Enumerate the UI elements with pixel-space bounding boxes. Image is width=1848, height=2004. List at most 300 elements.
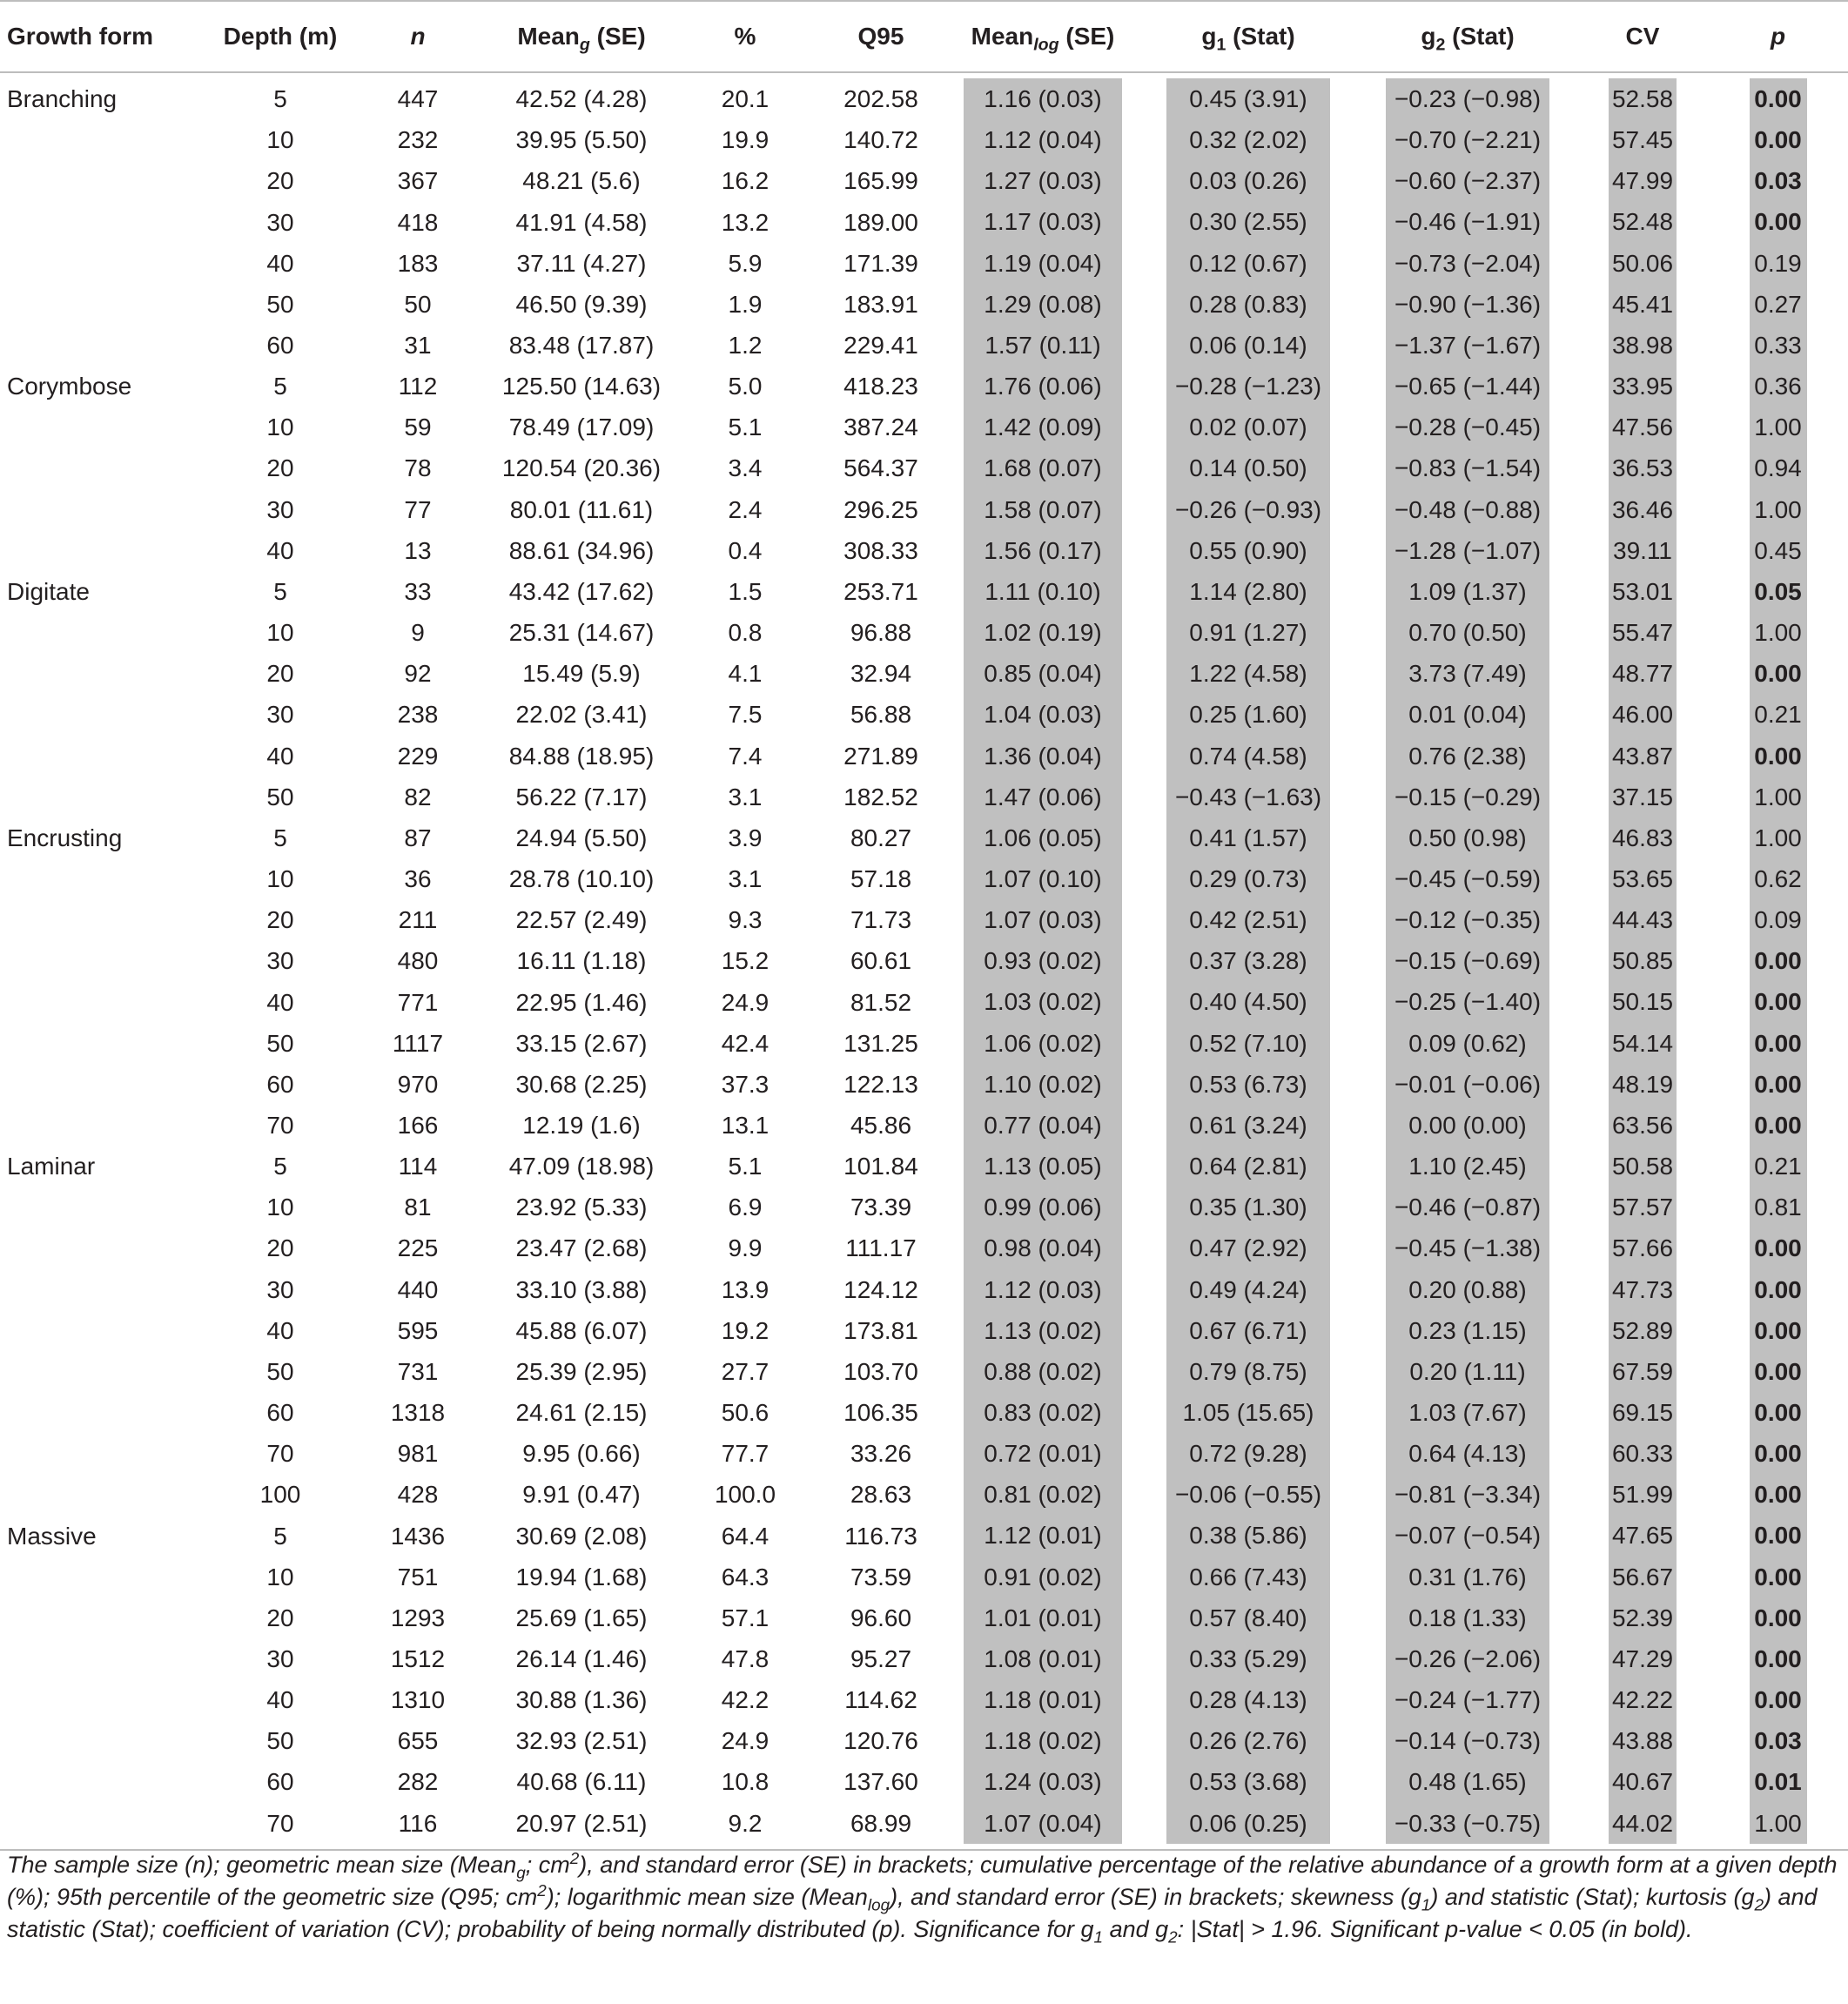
g1-cell-value: 0.06 (0.25) <box>1166 1803 1330 1844</box>
n-cell: 238 <box>397 701 439 729</box>
g1-cell <box>1139 1761 1358 1802</box>
header-g2 <box>1358 1 1577 72</box>
g1-cell <box>1139 1679 1358 1720</box>
g1-cell <box>1139 1720 1358 1761</box>
footnote-t5: ), and standard error (SE) in brackets; skewness (g <box>890 1884 1421 1910</box>
mean-log-cell-value: 1.27 (0.03) <box>964 160 1122 201</box>
g1-cell <box>1139 1023 1358 1064</box>
mean-log-cell <box>947 1146 1139 1187</box>
cv-cell-value: 69.15 <box>1609 1392 1677 1433</box>
mean-g-cell: 45.88 (6.07) <box>515 1316 648 1344</box>
n-cell: 367 <box>397 167 439 195</box>
g2-cell-value: 0.70 (0.50) <box>1386 612 1549 653</box>
percent-cell: 0.4 <box>728 536 763 564</box>
mean-log-cell-value: 1.56 (0.17) <box>964 530 1122 571</box>
p-cell-value: 0.00 <box>1750 119 1807 160</box>
p-cell <box>1708 1269 1848 1310</box>
cv-cell <box>1577 1433 1708 1474</box>
g2-cell-value: −0.15 (−0.69) <box>1386 940 1549 981</box>
p-cell-value: 1.00 <box>1750 407 1807 447</box>
cv-cell <box>1577 1269 1708 1310</box>
g2-cell <box>1358 694 1577 735</box>
p-cell <box>1708 72 1848 119</box>
g2-cell-value: −0.81 (−3.34) <box>1386 1474 1549 1515</box>
g1-cell-value: 0.55 (0.90) <box>1166 530 1330 571</box>
percent-cell: 5.9 <box>728 249 763 277</box>
cv-cell-value: 57.45 <box>1609 119 1677 160</box>
mean-g-cell: 15.49 (5.9) <box>522 660 641 688</box>
mean-log-cell <box>947 1720 1139 1761</box>
p-cell <box>1708 1597 1848 1638</box>
n-cell: 166 <box>397 1111 439 1139</box>
n-cell: 428 <box>397 1481 439 1509</box>
mean-g-cell: 24.61 (2.15) <box>515 1399 648 1427</box>
growth-form-cell <box>0 1638 212 1679</box>
p-cell-value: 0.00 <box>1750 1351 1807 1392</box>
footnote-t2-sup: 2 <box>569 1850 580 1868</box>
q95-cell: 57.18 <box>850 865 912 893</box>
g2-cell-value: −0.25 (−1.40) <box>1386 981 1549 1022</box>
mean-log-cell-value: 1.16 (0.03) <box>964 78 1122 119</box>
table-row <box>0 899 1848 940</box>
g2-cell <box>1358 736 1577 777</box>
p-cell <box>1708 1803 1848 1850</box>
mean-log-cell <box>947 981 1139 1022</box>
p-cell-value: 0.05 <box>1750 571 1807 612</box>
g1-cell-value: −0.26 (−0.93) <box>1166 489 1330 530</box>
depth-cell: 40 <box>266 1316 294 1344</box>
footnote-t1: The sample size (n); geometric mean size (Mean <box>7 1852 517 1878</box>
g2-cell-value: 0.00 (0.00) <box>1386 1105 1549 1146</box>
mean-log-cell-value: 1.36 (0.04) <box>964 736 1122 777</box>
q95-cell: 229.41 <box>843 332 918 360</box>
p-cell-value: 0.00 <box>1750 1310 1807 1351</box>
n-cell: 82 <box>404 783 432 810</box>
depth-cell: 20 <box>266 167 294 195</box>
percent-cell: 3.9 <box>728 824 763 851</box>
cv-cell-value: 50.15 <box>1609 981 1677 1022</box>
growth-form-cell <box>0 119 212 160</box>
g2-cell-value: 1.09 (1.37) <box>1386 571 1549 612</box>
table-row <box>0 817 1848 858</box>
cv-cell-value: 57.57 <box>1609 1187 1677 1227</box>
g2-cell-value: 0.01 (0.04) <box>1386 694 1549 735</box>
mean-log-cell <box>947 1433 1139 1474</box>
cv-cell <box>1577 119 1708 160</box>
p-cell <box>1708 201 1848 242</box>
header-mean-log-sub: log <box>1033 35 1059 55</box>
cv-cell <box>1577 407 1708 447</box>
cv-cell-value: 38.98 <box>1609 325 1677 366</box>
footnote-t4-sub: log <box>867 1896 890 1915</box>
mean-log-cell <box>947 407 1139 447</box>
cv-cell-value: 33.95 <box>1609 366 1677 407</box>
percent-cell: 6.9 <box>728 1194 763 1221</box>
percent-cell: 13.2 <box>721 208 769 236</box>
table-row <box>0 1679 1848 1720</box>
n-cell: 595 <box>397 1316 439 1344</box>
cv-cell <box>1577 899 1708 940</box>
mean-log-cell <box>947 1638 1139 1679</box>
percent-cell: 1.5 <box>728 577 763 605</box>
mean-g-cell: 33.15 (2.67) <box>515 1029 648 1057</box>
p-cell <box>1708 160 1848 201</box>
n-cell: 447 <box>397 85 439 113</box>
p-cell <box>1708 736 1848 777</box>
n-cell: 59 <box>404 414 432 441</box>
g1-cell-value: 0.64 (2.81) <box>1166 1146 1330 1187</box>
table-row <box>0 1474 1848 1515</box>
growth-form-cell: Branching <box>7 85 118 113</box>
percent-cell: 20.1 <box>721 85 769 113</box>
g1-cell-value: 0.38 (5.86) <box>1166 1515 1330 1556</box>
table-body <box>0 72 1848 1850</box>
g2-cell-value: −0.65 (−1.44) <box>1386 366 1549 407</box>
p-cell <box>1708 407 1848 447</box>
p-cell-value: 0.00 <box>1750 1433 1807 1474</box>
g2-cell-value: 0.09 (0.62) <box>1386 1023 1549 1064</box>
p-cell-value: 0.00 <box>1750 1105 1807 1146</box>
cv-cell-value: 53.65 <box>1609 858 1677 899</box>
header-q95: Q95 <box>815 1 947 72</box>
depth-cell: 60 <box>266 1399 294 1427</box>
g1-cell-value: 0.30 (2.55) <box>1166 201 1330 242</box>
g1-cell-value: 0.42 (2.51) <box>1166 899 1330 940</box>
depth-cell: 50 <box>266 1727 294 1755</box>
p-cell-value: 0.00 <box>1750 1679 1807 1720</box>
g1-cell-value: 0.26 (2.76) <box>1166 1720 1330 1761</box>
q95-cell: 253.71 <box>843 577 918 605</box>
table-row <box>0 940 1848 981</box>
g2-cell <box>1358 243 1577 284</box>
cv-cell-value: 52.48 <box>1609 201 1677 242</box>
cv-cell-value: 47.65 <box>1609 1515 1677 1556</box>
mean-log-cell-value: 1.76 (0.06) <box>964 366 1122 407</box>
g2-cell-value: −0.24 (−1.77) <box>1386 1679 1549 1720</box>
mean-g-cell: 28.78 (10.10) <box>508 865 655 893</box>
table-row <box>0 1597 1848 1638</box>
g2-cell <box>1358 119 1577 160</box>
cv-cell <box>1577 1187 1708 1227</box>
g1-cell <box>1139 284 1358 325</box>
q95-cell: 71.73 <box>850 906 912 934</box>
g2-cell <box>1358 447 1577 488</box>
growth-form-cell: Laminar <box>7 1153 96 1180</box>
table-row <box>0 119 1848 160</box>
cv-cell <box>1577 160 1708 201</box>
p-cell <box>1708 284 1848 325</box>
p-cell-value: 1.00 <box>1750 612 1807 653</box>
mean-g-cell: 25.39 (2.95) <box>515 1357 648 1385</box>
depth-cell: 5 <box>273 373 287 400</box>
header-cv: CV <box>1577 1 1708 72</box>
table-row <box>0 694 1848 735</box>
g1-cell-value: 0.28 (0.83) <box>1166 284 1330 325</box>
mean-log-cell-value: 1.08 (0.01) <box>964 1638 1122 1679</box>
g2-cell-value: 3.73 (7.49) <box>1386 653 1549 694</box>
g2-cell <box>1358 612 1577 653</box>
mean-log-cell-value: 1.18 (0.01) <box>964 1679 1122 1720</box>
g2-cell <box>1358 858 1577 899</box>
cv-cell <box>1577 571 1708 612</box>
depth-cell: 10 <box>266 1194 294 1221</box>
p-cell <box>1708 1557 1848 1597</box>
mean-g-cell: 120.54 (20.36) <box>501 454 662 482</box>
cv-cell <box>1577 1679 1708 1720</box>
p-cell-value: 0.00 <box>1750 1638 1807 1679</box>
depth-cell: 40 <box>266 1686 294 1714</box>
cv-cell <box>1577 1064 1708 1105</box>
depth-cell: 10 <box>266 414 294 441</box>
g2-cell-value: 0.20 (1.11) <box>1386 1351 1549 1392</box>
depth-cell: 60 <box>266 1768 294 1796</box>
g1-cell <box>1139 612 1358 653</box>
q95-cell: 189.00 <box>843 208 918 236</box>
cv-cell <box>1577 1515 1708 1556</box>
q95-cell: 111.17 <box>845 1234 917 1262</box>
table-row <box>0 1227 1848 1268</box>
p-cell <box>1708 489 1848 530</box>
p-cell-value: 0.00 <box>1750 78 1807 119</box>
table-row <box>0 1638 1848 1679</box>
percent-cell: 47.8 <box>721 1645 769 1673</box>
table-row <box>0 201 1848 242</box>
p-cell <box>1708 447 1848 488</box>
depth-cell: 5 <box>273 1153 287 1180</box>
growth-form-cell <box>0 1720 212 1761</box>
q95-cell: 137.60 <box>843 1768 918 1796</box>
table-row <box>0 447 1848 488</box>
mean-log-cell <box>947 1310 1139 1351</box>
p-cell-value: 0.00 <box>1750 1023 1807 1064</box>
mean-log-cell-value: 0.83 (0.02) <box>964 1392 1122 1433</box>
n-cell: 440 <box>397 1275 439 1303</box>
g2-cell-value: −0.48 (−0.88) <box>1386 489 1549 530</box>
g1-cell <box>1139 1474 1358 1515</box>
g2-cell-value: −0.14 (−0.73) <box>1386 1720 1549 1761</box>
growth-form-cell: Digitate <box>7 577 90 605</box>
cv-cell <box>1577 1392 1708 1433</box>
g1-cell <box>1139 243 1358 284</box>
cv-cell-value: 43.87 <box>1609 736 1677 777</box>
g2-cell-value: −0.83 (−1.54) <box>1386 447 1549 488</box>
growth-form-cell <box>0 1392 212 1433</box>
table-row <box>0 1720 1848 1761</box>
growth-form-cell <box>0 1310 212 1351</box>
mean-g-cell: 78.49 (17.09) <box>508 414 655 441</box>
g2-cell-value: −0.23 (−0.98) <box>1386 78 1549 119</box>
q95-cell: 32.94 <box>850 660 912 688</box>
g1-cell <box>1139 1227 1358 1268</box>
g2-cell-value: 0.64 (4.13) <box>1386 1433 1549 1474</box>
g1-cell <box>1139 777 1358 817</box>
mean-g-cell: 30.68 (2.25) <box>515 1070 648 1098</box>
g1-cell <box>1139 653 1358 694</box>
percent-cell: 9.9 <box>728 1234 763 1262</box>
mean-g-cell: 30.69 (2.08) <box>515 1522 648 1550</box>
mean-g-cell: 32.93 (2.51) <box>515 1727 648 1755</box>
g2-cell <box>1358 1351 1577 1392</box>
table-row <box>0 1761 1848 1802</box>
n-cell: 112 <box>398 373 438 400</box>
mean-g-cell: 40.68 (6.11) <box>516 1768 647 1796</box>
g2-cell <box>1358 160 1577 201</box>
g1-cell-value: 1.14 (2.80) <box>1166 571 1330 612</box>
growth-form-cell <box>0 1351 212 1392</box>
growth-form-cell <box>0 653 212 694</box>
cv-cell-value: 43.88 <box>1609 1720 1677 1761</box>
mean-g-cell: 37.11 (4.27) <box>516 249 647 277</box>
mean-log-cell-value: 1.07 (0.10) <box>964 858 1122 899</box>
g1-cell <box>1139 1557 1358 1597</box>
growth-form-cell <box>0 1597 212 1638</box>
n-cell: 114 <box>398 1153 438 1180</box>
g2-cell <box>1358 1146 1577 1187</box>
q95-cell: 296.25 <box>843 495 918 523</box>
depth-cell: 20 <box>266 906 294 934</box>
mean-g-cell: 43.42 (17.62) <box>508 577 655 605</box>
g1-cell-value: 0.53 (6.73) <box>1166 1064 1330 1105</box>
g2-cell <box>1358 940 1577 981</box>
mean-log-cell-value: 1.06 (0.02) <box>964 1023 1122 1064</box>
g1-cell-value: 0.52 (7.10) <box>1166 1023 1330 1064</box>
p-cell <box>1708 1679 1848 1720</box>
growth-form-cell <box>0 530 212 571</box>
q95-cell: 80.27 <box>850 824 912 851</box>
g2-cell-value: −0.12 (−0.35) <box>1386 899 1549 940</box>
g2-cell <box>1358 1761 1577 1802</box>
mean-log-cell <box>947 612 1139 653</box>
cv-cell <box>1577 1474 1708 1515</box>
depth-cell: 60 <box>266 1070 294 1098</box>
n-cell: 13 <box>404 536 432 564</box>
p-cell <box>1708 981 1848 1022</box>
percent-cell: 64.4 <box>721 1522 769 1550</box>
mean-log-cell <box>947 119 1139 160</box>
q95-cell: 171.39 <box>843 249 918 277</box>
cv-cell <box>1577 1557 1708 1597</box>
mean-log-cell-value: 1.68 (0.07) <box>964 447 1122 488</box>
g1-cell <box>1139 119 1358 160</box>
p-cell <box>1708 777 1848 817</box>
p-cell <box>1708 1474 1848 1515</box>
header-n: n <box>348 1 487 72</box>
mean-log-cell-value: 1.13 (0.05) <box>964 1146 1122 1187</box>
cv-cell-value: 44.02 <box>1609 1803 1677 1844</box>
g1-cell-value: 0.49 (4.24) <box>1166 1269 1330 1310</box>
percent-cell: 64.3 <box>721 1563 769 1590</box>
mean-log-cell-value: 1.47 (0.06) <box>964 777 1122 817</box>
percent-cell: 0.8 <box>728 619 763 647</box>
depth-cell: 30 <box>266 495 294 523</box>
mean-g-cell: 25.69 (1.65) <box>515 1604 648 1631</box>
cv-cell <box>1577 1597 1708 1638</box>
g1-cell <box>1139 447 1358 488</box>
growth-form-cell <box>0 777 212 817</box>
cv-cell-value: 37.15 <box>1609 777 1677 817</box>
footnote-t3: ), and standard error (SE) in brackets; cumulative percentage of the relative abundance of a growth form at a given depth (%); 95th percentile of the geometric size (Q95; cm <box>7 1852 1838 1910</box>
p-cell-value: 0.03 <box>1750 160 1807 201</box>
p-cell-value: 0.21 <box>1750 694 1807 735</box>
g2-cell <box>1358 817 1577 858</box>
cv-cell-value: 39.11 <box>1609 530 1677 571</box>
g2-cell-value: 0.23 (1.15) <box>1386 1310 1549 1351</box>
cv-cell-value: 48.19 <box>1609 1064 1677 1105</box>
p-cell-value: 1.00 <box>1750 489 1807 530</box>
footnote-t5-sub: 1 <box>1421 1896 1431 1915</box>
depth-cell: 5 <box>273 824 287 851</box>
cv-cell-value: 44.43 <box>1609 899 1677 940</box>
cv-cell <box>1577 817 1708 858</box>
p-cell-value: 0.00 <box>1750 940 1807 981</box>
mean-log-cell <box>947 736 1139 777</box>
q95-cell: 173.81 <box>843 1316 918 1344</box>
g2-cell-value: −0.28 (−0.45) <box>1386 407 1549 447</box>
p-cell-value: 0.33 <box>1750 325 1807 366</box>
p-cell <box>1708 530 1848 571</box>
g2-cell <box>1358 1433 1577 1474</box>
mean-g-cell: 48.21 (5.6) <box>522 167 641 195</box>
table-row <box>0 72 1848 119</box>
g1-cell-value: 0.57 (8.40) <box>1166 1597 1330 1638</box>
g2-cell-value: −0.15 (−0.29) <box>1386 777 1549 817</box>
mean-log-cell <box>947 366 1139 407</box>
percent-cell: 37.3 <box>721 1070 769 1098</box>
g1-cell-value: 0.02 (0.07) <box>1166 407 1330 447</box>
cv-cell-value: 55.47 <box>1609 612 1677 653</box>
p-cell <box>1708 571 1848 612</box>
mean-log-cell <box>947 243 1139 284</box>
g2-cell-value: −1.28 (−1.07) <box>1386 530 1549 571</box>
q95-cell: 81.52 <box>850 988 912 1016</box>
table-row <box>0 407 1848 447</box>
q95-cell: 45.86 <box>850 1111 912 1139</box>
table-row <box>0 1803 1848 1850</box>
mean-log-cell <box>947 571 1139 612</box>
cv-cell <box>1577 366 1708 407</box>
g1-cell <box>1139 1310 1358 1351</box>
g2-cell-value: −0.60 (−2.37) <box>1386 160 1549 201</box>
growth-form-cell <box>0 489 212 530</box>
depth-cell: 40 <box>266 536 294 564</box>
g2-cell <box>1358 1310 1577 1351</box>
cv-cell-value: 48.77 <box>1609 653 1677 694</box>
g1-cell <box>1139 981 1358 1022</box>
header-g2-main: g <box>1421 23 1436 50</box>
cv-cell-value: 47.73 <box>1609 1269 1677 1310</box>
mean-log-cell-value: 1.11 (0.10) <box>964 571 1122 612</box>
percent-cell: 3.1 <box>728 865 763 893</box>
mean-log-cell-value: 1.12 (0.01) <box>964 1515 1122 1556</box>
depth-cell: 100 <box>259 1481 301 1509</box>
growth-form-cell <box>0 325 212 366</box>
table-footnote <box>7 1849 1842 1946</box>
growth-form-cell <box>0 940 212 981</box>
cv-cell <box>1577 1105 1708 1146</box>
cv-cell-value: 50.06 <box>1609 243 1677 284</box>
mean-log-cell <box>947 1597 1139 1638</box>
header-mean-g-sub: g <box>579 35 590 55</box>
depth-cell: 5 <box>273 1522 287 1550</box>
cv-cell-value: 40.67 <box>1609 1761 1677 1802</box>
p-cell <box>1708 325 1848 366</box>
n-cell: 1293 <box>390 1604 446 1631</box>
mean-log-cell-value: 1.07 (0.03) <box>964 899 1122 940</box>
n-cell: 480 <box>397 947 439 975</box>
q95-cell: 28.63 <box>850 1481 912 1509</box>
g2-cell-value: 0.18 (1.33) <box>1386 1597 1549 1638</box>
percent-cell: 24.9 <box>721 988 769 1016</box>
